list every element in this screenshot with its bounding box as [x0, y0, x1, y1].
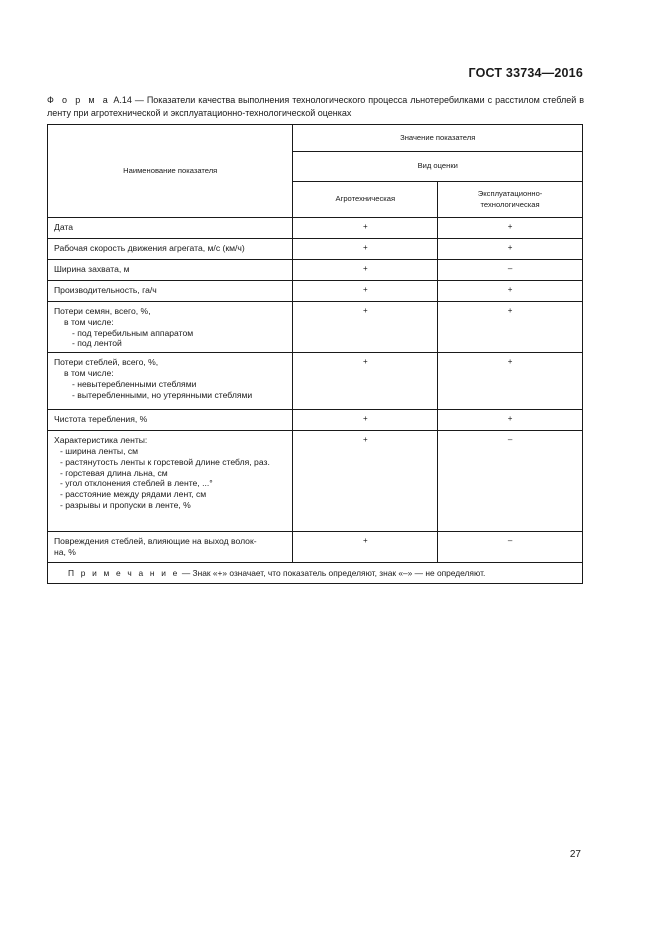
expl-value-cell: + — [438, 218, 583, 239]
indicator-name-cell — [48, 239, 293, 260]
table-row — [48, 281, 583, 302]
indicator-line: Чистота теребления, % — [54, 414, 148, 425]
header-indicator-name: Наименование показателя — [48, 125, 293, 218]
expl-value-cell: + — [438, 302, 583, 353]
indicator-name-cell — [48, 353, 293, 410]
indicator-line: Ширина захвата, м — [54, 264, 130, 274]
indicator-line: Потери стеблей, всего, %, — [54, 357, 159, 368]
expl-value-cell: + — [438, 410, 583, 431]
table-row — [48, 218, 583, 239]
indicator-line: - под лентой — [72, 338, 122, 349]
expl-value-cell: + — [438, 281, 583, 302]
table-row — [48, 532, 583, 563]
indicator-name-cell — [48, 431, 293, 532]
table-row — [48, 239, 583, 260]
table-row — [48, 410, 583, 431]
indicator-line: - растянутость ленты к горстевой длине стебля, раз. — [60, 456, 270, 467]
agro-value-cell: + — [293, 239, 438, 260]
agro-value-cell: + — [293, 281, 438, 302]
note-text: — Знак «+» означает, что показатель определяют, знак «–» — не определяют. — [179, 568, 486, 579]
expl-value-cell: – — [438, 260, 583, 281]
agro-value-cell: + — [293, 410, 438, 431]
header-value-group: Значение показателя — [293, 125, 583, 152]
standard-code: ГОСТ 33734—2016 — [468, 66, 583, 80]
indicator-name-cell — [48, 532, 293, 563]
form-word: Ф о р м а — [47, 95, 111, 105]
header-agro: Агротехническая — [293, 182, 438, 218]
indicator-name-cell — [48, 410, 293, 431]
indicator-line: в том числе: — [64, 316, 114, 327]
indicator-name-cell — [48, 281, 293, 302]
indicator-line: в том числе: — [64, 367, 114, 378]
note-label: П р и м е ч а н и е — [68, 568, 180, 579]
indicator-line: - разрывы и пропуски в ленте, % — [60, 499, 191, 510]
table-row — [48, 302, 583, 353]
indicator-line: - ширина ленты, см — [60, 445, 139, 456]
indicator-line: на, % — [54, 546, 76, 557]
expl-value-cell: + — [438, 353, 583, 410]
indicator-line: Потери семян, всего, %, — [54, 306, 151, 316]
indicator-line: - угол отклонения стеблей в ленте, ...° — [60, 478, 213, 489]
agro-value-cell: + — [293, 431, 438, 532]
table-note — [48, 563, 583, 584]
agro-value-cell: + — [293, 532, 438, 563]
indicator-line: Производительность, га/ч — [54, 285, 157, 295]
indicator-name-cell — [48, 302, 293, 353]
table-row — [48, 431, 583, 532]
form-caption-text: А.14 — Показатели качества выполнения технологического процесса льнотеребилками с расстилом стеблей в ленту при агротехнической и эксплуатационно-технологической оценках — [47, 95, 585, 118]
indicator-line: - под теребильным аппаратом — [72, 327, 194, 338]
header-eval-type: Вид оценки — [293, 152, 583, 182]
form-caption — [47, 94, 584, 119]
page-number: 27 — [569, 849, 581, 860]
expl-value-cell: + — [438, 239, 583, 260]
indicator-line: - невытеребленными стеблями — [72, 378, 197, 389]
indicators-table — [47, 124, 583, 584]
expl-value-cell: – — [438, 431, 583, 532]
indicator-name-cell — [48, 218, 293, 239]
agro-value-cell: + — [293, 218, 438, 239]
table-row — [48, 353, 583, 410]
indicator-name-cell — [48, 260, 293, 281]
indicator-line: - горстевая длина льна, см — [60, 467, 168, 478]
indicator-line: Характеристика ленты: — [54, 435, 148, 446]
header-expl: Эксплуатационно-технологическая — [438, 182, 583, 218]
table-row — [48, 260, 583, 281]
indicator-line: Рабочая скорость движения агрегата, м/с (км/ч) — [54, 243, 245, 253]
indicator-line: - вытеребленными, но утерянными стеблями — [72, 389, 253, 400]
indicator-line: - расстояние между рядами лент, см — [60, 489, 207, 500]
agro-value-cell: + — [293, 302, 438, 353]
indicator-line: Дата — [54, 222, 74, 232]
agro-value-cell: + — [293, 260, 438, 281]
table-body — [48, 218, 583, 563]
expl-value-cell: – — [438, 532, 583, 563]
indicator-line: Повреждения стеблей, влияющие на выход волок- — [54, 536, 257, 547]
agro-value-cell: + — [293, 353, 438, 410]
